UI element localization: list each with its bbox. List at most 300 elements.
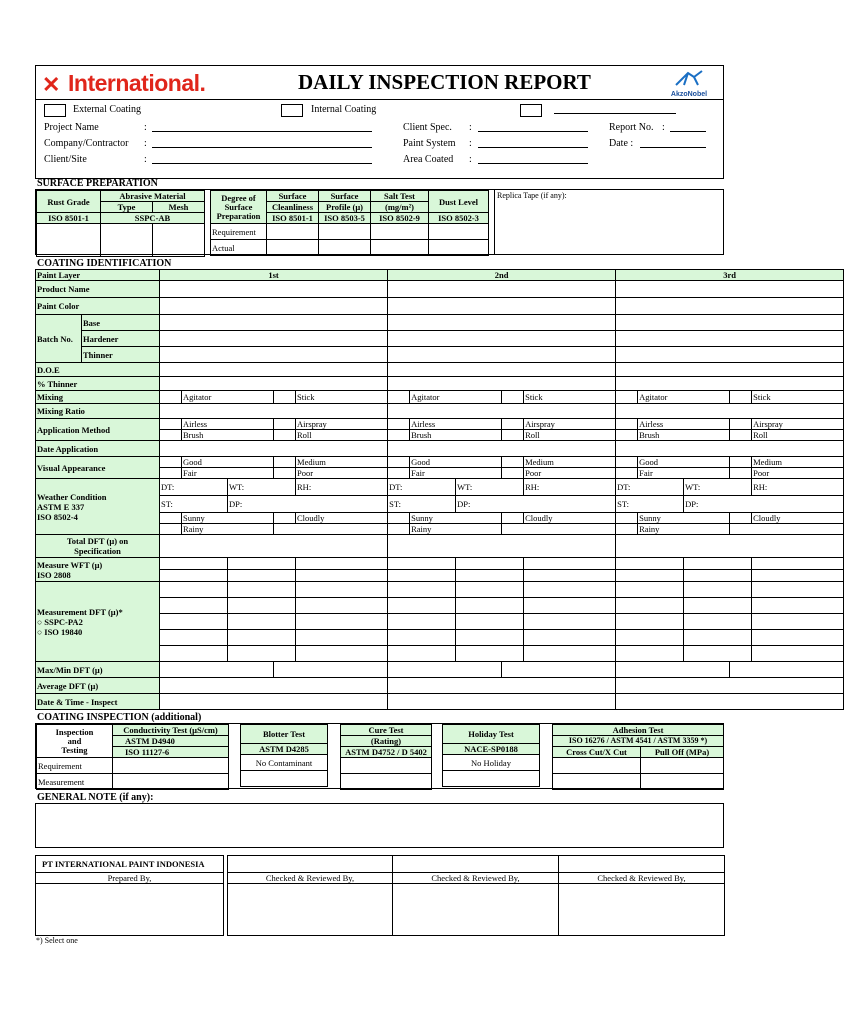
pct-thinner-value[interactable]: [616, 377, 844, 391]
table-row: [36, 662, 844, 678]
coating-insp-title: COATING INSPECTION (additional): [37, 712, 202, 723]
client-site-field[interactable]: [152, 163, 372, 164]
wft-value[interactable]: [524, 570, 616, 582]
app-check[interactable]: [730, 430, 752, 441]
dft-value[interactable]: [160, 614, 228, 630]
app-check[interactable]: [388, 419, 410, 430]
dft-value[interactable]: [684, 582, 752, 598]
app-check[interactable]: [274, 419, 296, 430]
dft-value[interactable]: [752, 598, 844, 614]
replica-tape-box[interactable]: [494, 189, 724, 255]
dft-value[interactable]: [296, 598, 388, 614]
cure-header-1: Cure Test: [341, 725, 432, 736]
pull-off-meas[interactable]: [641, 774, 724, 790]
medium-option: Medium: [524, 457, 616, 468]
cure-meas[interactable]: [341, 774, 432, 790]
blank: [393, 856, 559, 873]
wt-field[interactable]: WT:: [228, 479, 296, 496]
cleanliness-std: ISO 8501-1: [267, 213, 319, 224]
visual-check[interactable]: [388, 468, 410, 479]
dust-actual[interactable]: [429, 240, 489, 256]
footnote: *) Select one: [36, 936, 78, 945]
table-row: [36, 479, 844, 496]
conductivity-header: Conductivity Test (μS/cm): [113, 725, 229, 736]
inspection-testing-header: [37, 725, 113, 758]
conductivity-table: [36, 724, 229, 790]
good-option: Good: [410, 457, 502, 468]
mixing-ratio-value[interactable]: [616, 404, 844, 419]
wft-line-2: ISO 2808: [37, 569, 71, 580]
dft-value[interactable]: [752, 630, 844, 646]
dust-header: Dust Level: [429, 191, 489, 213]
mdft-line-3: ○ ISO 19840: [37, 626, 83, 637]
dft-value[interactable]: [616, 630, 684, 646]
holiday-req: No Holiday: [443, 755, 540, 771]
max-dft-value[interactable]: [388, 662, 502, 678]
dft-value[interactable]: [388, 614, 456, 630]
weather-check[interactable]: [160, 513, 182, 524]
visual-check[interactable]: [388, 457, 410, 468]
poor-option: Poor: [752, 468, 844, 479]
app-check[interactable]: [274, 430, 296, 441]
dft-value[interactable]: [296, 582, 388, 598]
min-dft-value[interactable]: [730, 662, 844, 678]
colon: :: [469, 122, 472, 133]
app-check[interactable]: [502, 419, 524, 430]
mixing-ratio-value[interactable]: [388, 404, 616, 419]
weather-check[interactable]: [388, 524, 410, 535]
airspray-option: Airspray: [752, 419, 844, 430]
colon: :: [662, 122, 665, 133]
wft-value[interactable]: [524, 558, 616, 570]
other-coating-field[interactable]: [554, 113, 676, 114]
mixing-check[interactable]: [730, 391, 752, 404]
airless-option: Airless: [410, 419, 502, 430]
wft-value[interactable]: [684, 558, 752, 570]
max-dft-value[interactable]: [160, 662, 274, 678]
table-row: [36, 582, 844, 598]
wft-value[interactable]: [388, 558, 456, 570]
brush-option: Brush: [638, 430, 730, 441]
wft-line-1: Measure WFT (μ): [37, 559, 103, 570]
datetime-value[interactable]: [388, 694, 616, 710]
dt-field[interactable]: DT:: [616, 479, 684, 496]
wft-value[interactable]: [388, 570, 456, 582]
min-dft-value[interactable]: [502, 662, 616, 678]
blank: [559, 856, 725, 873]
app-check[interactable]: [160, 419, 182, 430]
general-note-title: GENERAL NOTE (if any):: [37, 792, 154, 803]
dft-value[interactable]: [228, 598, 296, 614]
mixing-check[interactable]: [502, 391, 524, 404]
app-check[interactable]: [160, 430, 182, 441]
wft-value[interactable]: [616, 570, 684, 582]
avg-dft-value[interactable]: [616, 678, 844, 694]
holiday-table: [442, 724, 540, 787]
profile-actual[interactable]: [319, 240, 371, 256]
pct-thinner-value[interactable]: [160, 377, 388, 391]
table-row: [36, 404, 844, 419]
dft-value[interactable]: [524, 582, 616, 598]
wft-value[interactable]: [296, 558, 388, 570]
dft-value[interactable]: [388, 582, 456, 598]
dft-value[interactable]: [616, 598, 684, 614]
wt-field[interactable]: WT:: [684, 479, 752, 496]
blotter-meas[interactable]: [241, 771, 328, 787]
dft-value[interactable]: [524, 598, 616, 614]
dt-field[interactable]: DT:: [388, 479, 456, 496]
product-name-value[interactable]: [160, 281, 388, 298]
batch-no-label: Batch No.: [36, 315, 82, 363]
general-note-field[interactable]: [35, 803, 724, 848]
weather-check[interactable]: [730, 513, 752, 524]
mixing-check[interactable]: [160, 391, 182, 404]
table-row: [36, 441, 844, 457]
pct-thinner-value[interactable]: [388, 377, 616, 391]
dft-value[interactable]: [296, 614, 388, 630]
app-check[interactable]: [730, 419, 752, 430]
stick-option: Stick: [296, 391, 388, 404]
fair-option: Fair: [182, 468, 274, 479]
replica-tape-label: Replica Tape (if any):: [497, 191, 567, 200]
client-spec-label: Client Spec.: [403, 122, 452, 133]
checked-label-2: Checked & Reviewed By,: [393, 873, 559, 884]
paint-color-value[interactable]: [160, 298, 388, 315]
brush-option: Brush: [182, 430, 274, 441]
dft-value[interactable]: [752, 614, 844, 630]
dft-value[interactable]: [296, 630, 388, 646]
area-coated-label: Area Coated: [403, 154, 454, 165]
date-app-value[interactable]: [160, 441, 388, 457]
dp-field[interactable]: DP:: [456, 496, 616, 513]
dft-value[interactable]: [228, 614, 296, 630]
dft-value[interactable]: [296, 646, 388, 662]
paint-system-label: Paint System: [403, 138, 456, 149]
table-row: [36, 535, 844, 558]
paint-color-value[interactable]: [388, 298, 616, 315]
rh-field[interactable]: RH:: [752, 479, 844, 496]
dp-field[interactable]: DP:: [684, 496, 844, 513]
cloudly-option: Cloudly: [752, 513, 844, 524]
dft-value[interactable]: [684, 598, 752, 614]
layer-header-3: 3rd: [616, 270, 844, 281]
total-dft-value[interactable]: [160, 535, 388, 558]
mixing-ratio-value[interactable]: [160, 404, 388, 419]
abrasive-mesh-value[interactable]: [153, 224, 205, 257]
fair-option: Fair: [410, 468, 502, 479]
cross-cut-header: Cross Cut/X Cut: [553, 747, 641, 758]
agitator-option: Agitator: [638, 391, 730, 404]
base-value[interactable]: [616, 315, 844, 331]
mixing-check[interactable]: [616, 391, 638, 404]
avg-dft-label: Average DFT (μ): [36, 678, 160, 694]
table-row: [36, 331, 844, 347]
table-row: [36, 694, 844, 710]
dft-value[interactable]: [160, 646, 228, 662]
rh-field[interactable]: RH:: [296, 479, 388, 496]
stick-option: Stick: [752, 391, 844, 404]
wft-value[interactable]: [456, 558, 524, 570]
mesh-header: Mesh: [153, 202, 205, 213]
dft-value[interactable]: [160, 630, 228, 646]
app-method-label: Application Method: [36, 419, 160, 441]
dft-value[interactable]: [160, 582, 228, 598]
total-dft-line-1: Total DFT (μ) on: [66, 536, 129, 546]
doe-label: D.O.E: [36, 363, 160, 377]
client-spec-field[interactable]: [478, 131, 588, 132]
visual-check[interactable]: [160, 468, 182, 479]
dft-value[interactable]: [228, 646, 296, 662]
dust-std: ISO 8502-3: [429, 213, 489, 224]
weather-check[interactable]: [502, 513, 524, 524]
holiday-meas[interactable]: [443, 771, 540, 787]
checked-table: [227, 855, 725, 936]
pull-off-req[interactable]: [641, 758, 724, 774]
wft-value[interactable]: [296, 570, 388, 582]
dft-value[interactable]: [616, 646, 684, 662]
mixing-label: Mixing: [36, 391, 160, 404]
poor-option: Poor: [524, 468, 616, 479]
adhesion-std: ISO 16276 / ASTM 4541 / ASTM 3359 *): [553, 736, 724, 747]
cure-req[interactable]: [341, 758, 432, 774]
good-option: Good: [182, 457, 274, 468]
dft-value[interactable]: [684, 630, 752, 646]
dft-value[interactable]: [388, 646, 456, 662]
thinner-value[interactable]: [616, 347, 844, 363]
salt-actual[interactable]: [371, 240, 429, 256]
dft-value[interactable]: [388, 598, 456, 614]
cure-header-2: (Rating): [341, 736, 432, 747]
visual-check[interactable]: [274, 468, 296, 479]
dft-value[interactable]: [456, 646, 524, 662]
table-row: [36, 315, 844, 331]
good-option: Good: [638, 457, 730, 468]
international-logo-text: International.: [68, 70, 206, 96]
conductivity-meas[interactable]: [113, 774, 229, 790]
cross-cut-meas[interactable]: [553, 774, 641, 790]
project-name-field[interactable]: [152, 131, 372, 132]
colon: :: [469, 138, 472, 149]
akzonobel-figure-icon: [661, 69, 717, 91]
colon: :: [144, 138, 147, 149]
app-check[interactable]: [388, 430, 410, 441]
prepared-signature[interactable]: [36, 884, 224, 936]
insp-measurement-label: Measurement: [37, 774, 113, 790]
report-no-field[interactable]: [670, 131, 706, 132]
internal-coating-checkbox[interactable]: [281, 104, 303, 117]
visual-check[interactable]: [502, 457, 524, 468]
visual-check[interactable]: [502, 468, 524, 479]
dft-value[interactable]: [524, 646, 616, 662]
thinner-value[interactable]: [160, 347, 388, 363]
hardener-value[interactable]: [388, 331, 616, 347]
table-row: [36, 391, 844, 404]
dft-value[interactable]: [524, 630, 616, 646]
paint-system-field[interactable]: [478, 147, 588, 148]
external-coating-checkbox[interactable]: [44, 104, 66, 117]
dft-value[interactable]: [616, 614, 684, 630]
conductivity-std-a: ASTM D4940: [113, 736, 229, 747]
cleanliness-req[interactable]: [267, 224, 319, 240]
profile-std: ISO 8503-5: [319, 213, 371, 224]
base-value[interactable]: [388, 315, 616, 331]
rust-grade-value[interactable]: [37, 224, 101, 257]
mixing-check[interactable]: [388, 391, 410, 404]
report-title: DAILY INSPECTION REPORT: [298, 70, 591, 94]
conductivity-req[interactable]: [113, 758, 229, 774]
colon: :: [144, 122, 147, 133]
product-name-value[interactable]: [616, 281, 844, 298]
weather-check[interactable]: [616, 524, 638, 535]
wft-value[interactable]: [752, 570, 844, 582]
wft-value[interactable]: [160, 570, 228, 582]
date-app-value[interactable]: [388, 441, 616, 457]
dft-value[interactable]: [456, 630, 524, 646]
internal-coating-label: Internal Coating: [311, 104, 377, 115]
checked-signature-3[interactable]: [559, 884, 725, 936]
visual-check[interactable]: [274, 457, 296, 468]
total-dft-line-2: Specification: [74, 546, 121, 556]
dft-value[interactable]: [752, 646, 844, 662]
wft-value[interactable]: [616, 558, 684, 570]
date-field[interactable]: [640, 147, 706, 148]
sunny-option: Sunny: [182, 513, 274, 524]
dft-value[interactable]: [228, 630, 296, 646]
base-value[interactable]: [160, 315, 388, 331]
visual-check[interactable]: [616, 468, 638, 479]
dft-value[interactable]: [388, 630, 456, 646]
weather-check[interactable]: [616, 513, 638, 524]
total-dft-value[interactable]: [388, 535, 616, 558]
cleanliness-actual[interactable]: [267, 240, 319, 256]
wft-value[interactable]: [160, 558, 228, 570]
wft-value[interactable]: [228, 570, 296, 582]
visual-check[interactable]: [730, 457, 752, 468]
avg-dft-value[interactable]: [388, 678, 616, 694]
weather-check[interactable]: [160, 524, 182, 535]
product-name-value[interactable]: [388, 281, 616, 298]
wft-value[interactable]: [228, 558, 296, 570]
dft-value[interactable]: [684, 646, 752, 662]
datetime-value[interactable]: [160, 694, 388, 710]
doe-value[interactable]: [160, 363, 388, 377]
st-field[interactable]: ST:: [616, 496, 684, 513]
sunny-option: Sunny: [638, 513, 730, 524]
table-row: [36, 298, 844, 315]
roll-option: Roll: [296, 430, 388, 441]
dft-value[interactable]: [456, 582, 524, 598]
visual-check[interactable]: [616, 457, 638, 468]
client-site-label: Client/Site: [44, 154, 87, 165]
rh-field[interactable]: RH:: [524, 479, 616, 496]
company-field[interactable]: [152, 147, 372, 148]
app-check[interactable]: [502, 430, 524, 441]
max-dft-value[interactable]: [616, 662, 730, 678]
wft-value[interactable]: [684, 570, 752, 582]
dft-value[interactable]: [684, 614, 752, 630]
dust-req[interactable]: [429, 224, 489, 240]
st-field[interactable]: ST:: [388, 496, 456, 513]
dft-value[interactable]: [160, 598, 228, 614]
dft-value[interactable]: [752, 582, 844, 598]
profile-header-2: Profile (μ): [319, 202, 371, 213]
app-check[interactable]: [616, 419, 638, 430]
visual-check[interactable]: [730, 468, 752, 479]
company-label: Company/Contractor: [44, 138, 129, 149]
hardener-value[interactable]: [616, 331, 844, 347]
wt-field[interactable]: WT:: [456, 479, 524, 496]
other-coating-checkbox[interactable]: [520, 104, 542, 117]
hardener-value[interactable]: [160, 331, 388, 347]
avg-dft-value[interactable]: [160, 678, 388, 694]
dft-value[interactable]: [228, 582, 296, 598]
wft-value[interactable]: [752, 558, 844, 570]
profile-req[interactable]: [319, 224, 371, 240]
paint-layer-header: Paint Layer: [36, 270, 160, 281]
colon: :: [469, 154, 472, 165]
datetime-label: Date & Time - Inspect: [36, 694, 160, 710]
total-dft-value[interactable]: [616, 535, 844, 558]
checked-signature-1[interactable]: [228, 884, 393, 936]
rust-grade-header: Rust Grade: [37, 191, 101, 213]
cross-cut-req[interactable]: [553, 758, 641, 774]
project-name-label: Project Name: [44, 122, 99, 133]
table-row: [36, 281, 844, 298]
dft-value[interactable]: [456, 614, 524, 630]
abrasive-table: [36, 190, 205, 257]
wft-value[interactable]: [456, 570, 524, 582]
dft-value[interactable]: [524, 614, 616, 630]
cure-std: ASTM D4752 / D 5402: [341, 747, 432, 758]
mdft-line-1: Measurement DFT (μ)*: [37, 606, 123, 617]
pull-off-header: Pull Off (MPa): [641, 747, 724, 758]
min-dft-value[interactable]: [274, 662, 388, 678]
datetime-value[interactable]: [616, 694, 844, 710]
checked-label-3: Checked & Reviewed By,: [559, 873, 725, 884]
abrasive-header: Abrasive Material: [101, 191, 205, 202]
rainy-option: Rainy: [638, 524, 730, 535]
checked-label-1: Checked & Reviewed By,: [228, 873, 393, 884]
report-header: [35, 65, 724, 100]
checked-signature-2[interactable]: [393, 884, 559, 936]
cleanliness-header-2: Cleanliness: [267, 202, 319, 213]
mixing-check[interactable]: [274, 391, 296, 404]
airless-option: Airless: [182, 419, 274, 430]
abrasive-type-value[interactable]: [101, 224, 153, 257]
app-check[interactable]: [616, 430, 638, 441]
date-label: Date :: [609, 138, 634, 149]
dft-value[interactable]: [616, 582, 684, 598]
doe-value[interactable]: [388, 363, 616, 377]
dft-value[interactable]: [456, 598, 524, 614]
salt-req[interactable]: [371, 224, 429, 240]
visual-check[interactable]: [160, 457, 182, 468]
area-coated-field[interactable]: [478, 163, 588, 164]
dp-field[interactable]: DP:: [228, 496, 388, 513]
weather-check[interactable]: [274, 513, 296, 524]
thinner-value[interactable]: [388, 347, 616, 363]
date-app-value[interactable]: [616, 441, 844, 457]
airspray-option: Airspray: [524, 419, 616, 430]
st-field[interactable]: ST:: [160, 496, 228, 513]
doe-value[interactable]: [616, 363, 844, 377]
airless-option: Airless: [638, 419, 730, 430]
weather-check[interactable]: [388, 513, 410, 524]
paint-color-value[interactable]: [616, 298, 844, 315]
dt-field[interactable]: DT:: [160, 479, 228, 496]
inspection-text: Inspection: [55, 726, 94, 737]
weather-line-1: Weather Condition: [37, 491, 107, 502]
